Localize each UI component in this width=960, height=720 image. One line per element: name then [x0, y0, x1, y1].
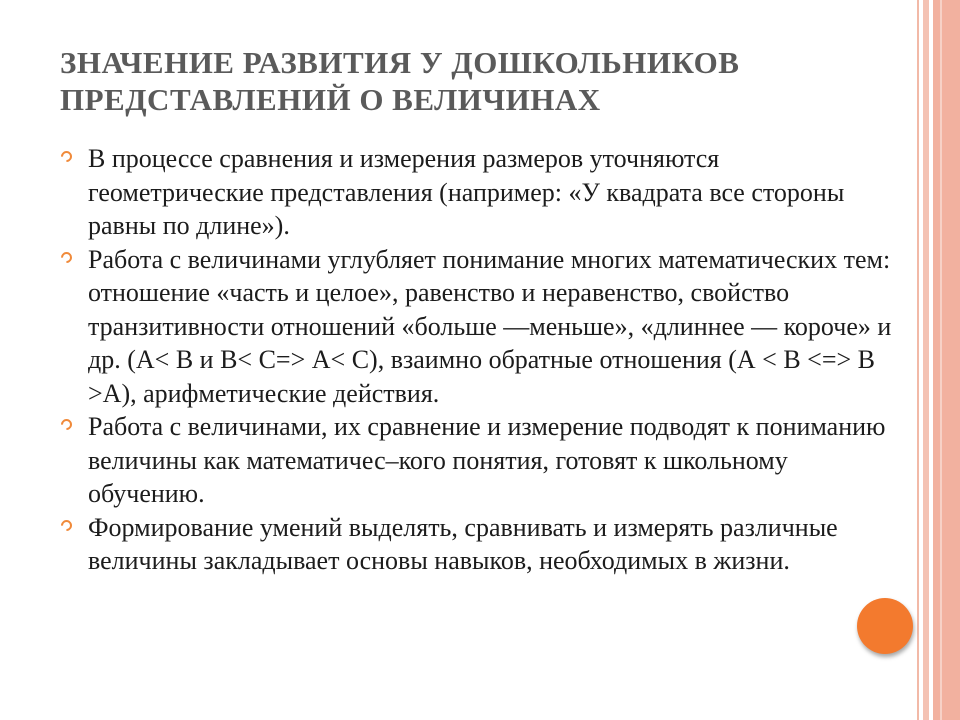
- decor-stripe-thin: [917, 0, 919, 720]
- bullet-text: Формирование умений выделять, сравнивать и измерять различные величины закладывает основы навыков, необходимых в жизни.: [88, 512, 838, 575]
- bullet-icon: [59, 517, 75, 533]
- bullet-icon: [59, 149, 75, 165]
- bullet-item: [60, 243, 900, 411]
- bullet-item: [60, 511, 900, 578]
- slide-title: ЗНАЧЕНИЕ РАЗВИТИЯ У ДОШКОЛЬНИКОВ ПРЕДСТАВЛЕНИЙ О ВЕЛИЧИНАХ: [60, 45, 740, 117]
- bullet-item: [60, 410, 900, 511]
- bullet-icon: [59, 249, 75, 265]
- bullet-text: В процессе сравнения и измерения размеров уточняются геометрические представления (например: «У квадрата все стороны равны по длине»).: [88, 144, 845, 240]
- decor-stripe-wide: [933, 0, 960, 720]
- bullet-list: [60, 142, 900, 578]
- bullet-icon: [59, 417, 75, 433]
- decor-stripe-medium: [923, 0, 929, 720]
- decor-stripe-highlight: [940, 0, 942, 720]
- orange-circle-icon: [857, 598, 913, 654]
- bullet-text: Работа с величинами углубляет понимание многих математических тем: отношение «часть и целое», равенство и неравенство, свойство транзитивности отношений «больше —меньше», «длиннее — короче» и др. (А< В и В< С=> А< С), взаимно обратные отношения (А < В <=> В >А), арифметические действия.: [88, 244, 892, 408]
- bullet-text: Работа с величинами, их сравнение и измерение подводят к пониманию величины как математичес–кого понятия, готовят к школьному обучению.: [88, 412, 886, 508]
- bullet-item: [60, 142, 900, 243]
